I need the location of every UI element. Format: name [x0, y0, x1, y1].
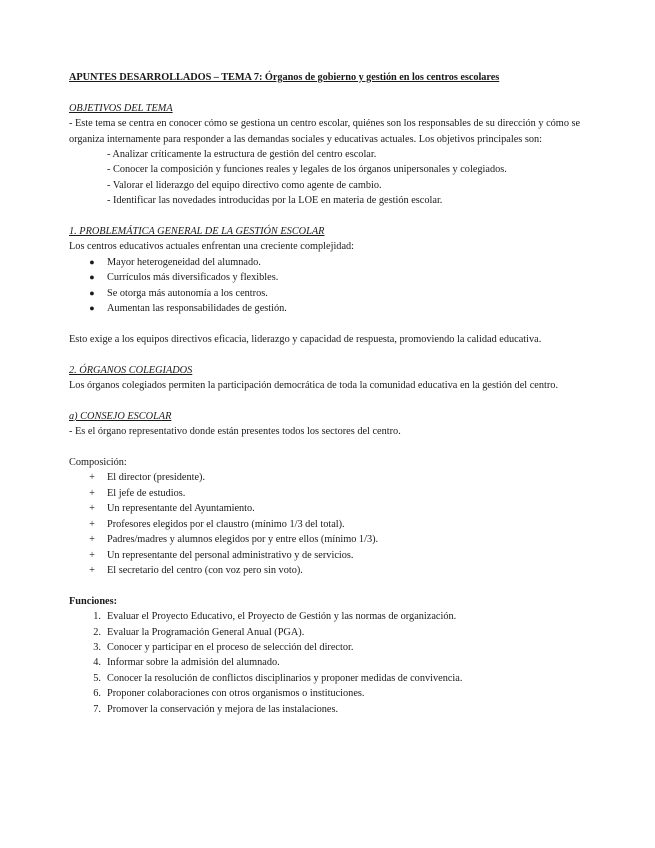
bullet-icon: ●: [89, 303, 95, 314]
list-item: + Un representante del personal administrativo y de servicios.: [69, 548, 584, 563]
list-item: - Identificar las novedades introducidas por la LOE en materia de gestión escolar.: [107, 195, 443, 207]
list-item: 3. Conocer y participar en el proceso de selección del director.: [93, 641, 354, 653]
composicion-label: Composición:: [69, 457, 127, 469]
section-1-intro: Los centros educativos actuales enfrentan una creciente complejidad:: [69, 241, 355, 253]
list-item: 7. Promover la conservación y mejora de las instalaciones.: [93, 703, 339, 715]
list-item: + El director (presidente).: [69, 470, 584, 485]
funciones-list: [69, 609, 584, 717]
list-item: 1. Evaluar el Proyecto Educativo, el Proyecto de Gestión y las normas de organización.: [93, 611, 457, 623]
list-item: - Valorar el liderazgo del equipo directivo como agente de cambio.: [107, 179, 382, 191]
list-item: + El jefe de estudios.: [69, 486, 584, 501]
document-title: APUNTES DESARROLLADOS – TEMA 7: Órganos de gobierno y gestión en los centros escolares: [69, 72, 500, 83]
bullet-icon: ●: [89, 287, 95, 298]
section-1-bullets: [69, 255, 584, 317]
list-item: + Profesores elegidos por el claustro (mínimo 1/3 del total).: [69, 517, 584, 532]
composicion-list: [69, 470, 584, 578]
list-item: ● Currículos más diversificados y flexibles.: [69, 270, 584, 285]
plus-icon: +: [89, 549, 95, 561]
plus-icon: +: [89, 518, 95, 530]
list-item: - Conocer la composición y funciones reales y legales de los órganos unipersonales y colegiados.: [107, 164, 507, 176]
list-item: - Analizar críticamente la estructura de gestión del centro escolar.: [107, 149, 377, 161]
list-item: 2. Evaluar la Programación General Anual (PGA).: [93, 626, 305, 638]
plus-icon: +: [89, 487, 95, 499]
list-item: 5. Conocer la resolución de conflictos disciplinarios y proponer medidas de convivencia.: [93, 672, 463, 684]
list-item: + El secretario del centro (con voz pero sin voto).: [69, 563, 584, 578]
list-item: 6. Proponer colaboraciones con otros organismos o instituciones.: [93, 688, 365, 700]
bullet-icon: ●: [89, 272, 95, 283]
funciones-label: Funciones:: [69, 595, 118, 607]
section-1-heading: 1. PROBLEMÁTICA GENERAL DE LA GESTIÓN ESCOLAR: [69, 226, 325, 238]
list-item: ● Aumentan las responsabilidades de gestión.: [69, 301, 584, 316]
list-item: + Un representante del Ayuntamiento.: [69, 501, 584, 516]
list-item: ● Se otorga más autonomía a los centros.: [69, 286, 584, 301]
plus-icon: +: [89, 472, 95, 484]
consejo-intro: - Es el órgano representativo donde están presentes todos los sectores del centro.: [69, 426, 401, 438]
consejo-heading: a) CONSEJO ESCOLAR: [69, 410, 172, 422]
plus-icon: +: [89, 564, 95, 576]
list-item: + Padres/madres y alumnos elegidos por y entre ellos (mínimo 1/3).: [69, 532, 584, 547]
section-2-intro: Los órganos colegiados permiten la participación democrática de toda la comunidad educativa en la gestión del centro.: [69, 380, 559, 392]
plus-icon: +: [89, 503, 95, 515]
document-content: [69, 70, 584, 717]
plus-icon: +: [89, 534, 95, 546]
list-item: 4. Informar sobre la admisión del alumnado.: [93, 657, 280, 669]
bullet-icon: ●: [89, 256, 95, 267]
objetivos-intro: - Este tema se centra en conocer cómo se gestiona un centro escolar, quiénes son los responsables de su dirección y cómo se organiza internamente para responder a las demandas sociales y educativas actuales. Los objetivos principales son:: [69, 118, 581, 145]
objetivos-heading: OBJETIVOS DEL TEMA: [69, 102, 173, 114]
list-item: ● Mayor heterogeneidad del alumnado.: [69, 255, 584, 270]
section-2-heading: 2. ÓRGANOS COLEGIADOS: [69, 364, 193, 376]
objetivos-list: [69, 147, 584, 209]
section-1-conclusion: Esto exige a los equipos directivos eficacia, liderazgo y capacidad de respuesta, promoviendo la calidad educativa.: [69, 333, 542, 345]
